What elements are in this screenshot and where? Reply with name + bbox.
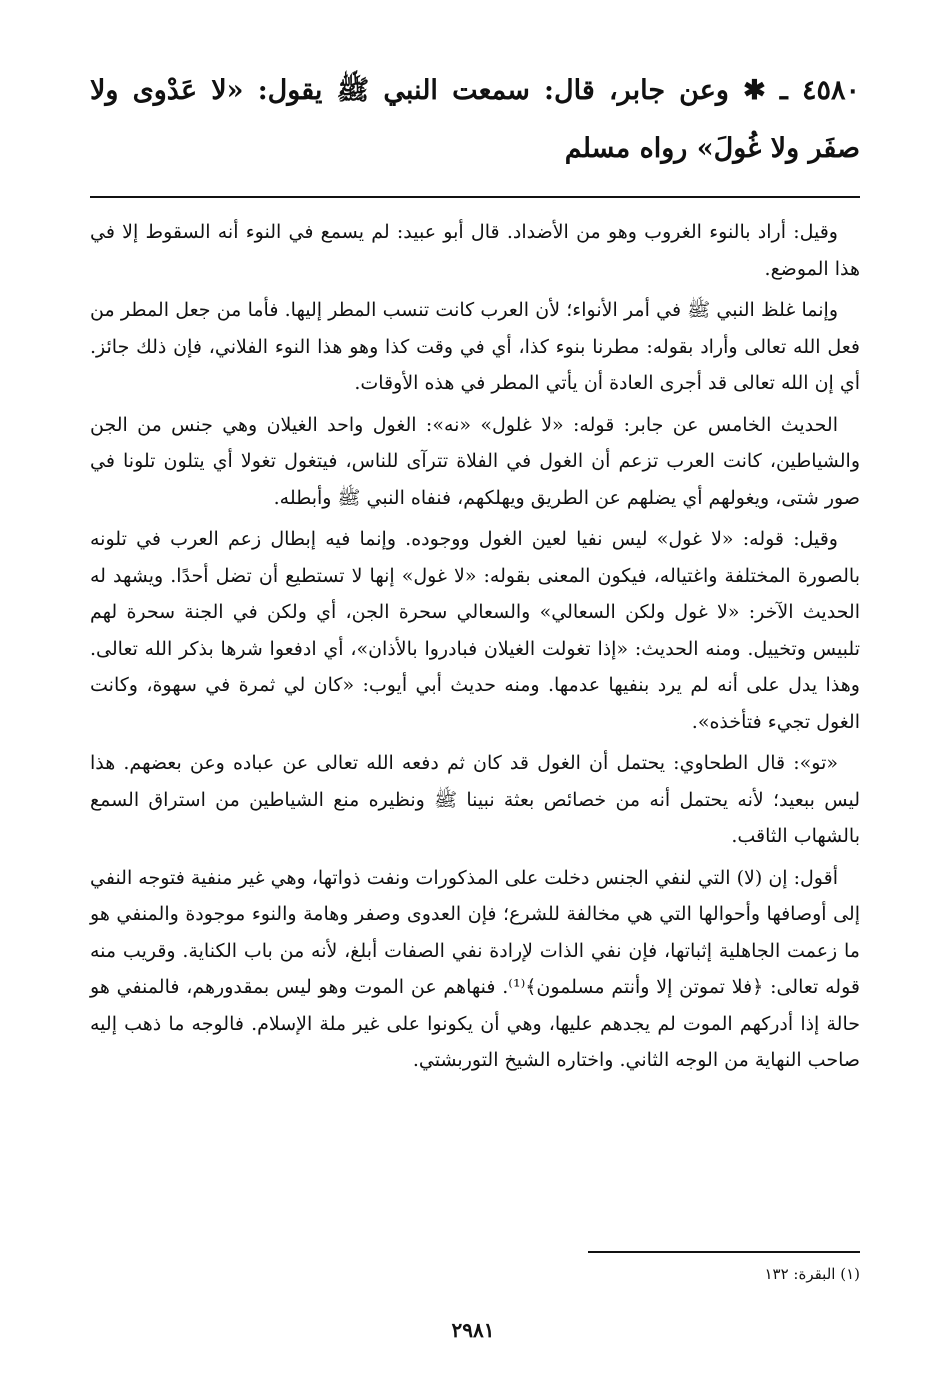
commentary-paragraph: «تو»: قال الطحاوي: يحتمل أن الغول قد كان ثم دفعه الله تعالى عن عباده وعن بعضهم. هذا ليس ببعيد؛ لأنه يحتمل أنه من خصائص بعثة نبينا ﷺ ونظيره منع الشياطين من استراق السمع بالشهاب الثاقب. [90,752,861,847]
commentary-paragraph: وقيل: أراد بالنوء الغروب وهو من الأضداد. قال أبو عبيد: لم يسمع في النوء أنه السقوط إلا في هذا الموضع. [90,221,860,280]
commentary-paragraph: الحديث الخامس عن جابر: قوله: «لا غلول» «نه»: الغول واحد الغيلان وهي جنس من الجن والشياطين، كانت العرب تزعم أن الغول في الفلاة تترآى للناس، فيتغول تغولا أي يتلون تلونا في صور شتى، ويغولهم أي يضلهم عن الطريق ويهلكهم، فنفاه النبي ﷺ وأبطله. [90,413,860,509]
footnote: (١) البقرة: ١٣٢ [764,1265,860,1283]
hadith-text: ٤٥٨٠ ـ ✱ وعن جابر، قال: سمعت النبي ﷺ يقول: «لا عَدْوى ولا صفَر ولا غُولَ» رواه مسلم [90,75,860,164]
footnote-rule [588,1251,860,1253]
commentary-body [90,214,860,1084]
commentary-paragraph: وقيل: قوله: «لا غول» ليس نفيا لعين الغول ووجوده. وإنما فيه إبطال زعم العرب في تلونه بالصورة المختلفة واغتياله، فيكون المعنى بقوله: «لا غول» إنها لا تستطيع أن تضل أحدًا. ويشهد له الحديث الآخر: «لا غول ولكن السعالي» والسعالي سحرة الجن، أي ولكن في الجنة سحرة لهم تلبيس وتخييل. ومنه الحديث: «إذا تغولت الغيلان فبادروا بالأذان»، أي ادفعوا شرها بذكر الله تعالى. وهذا يدل على أنه لم يرد بنفيها عدمها. ومنه حديث أبي أيوب: «كان لي ثمرة في سهوة، وكانت الغول تجيء فتأخذه». [90,528,860,733]
page-number: ٢٩٨١ [451,1318,495,1342]
commentary-paragraph: وإنما غلظ النبي ﷺ في أمر الأنواء؛ لأن العرب كانت تنسب المطر إليها. فأما من جعل المطر من فعل الله تعالى وأراد بقوله: مطرنا بنوء كذا، أي في وقت كذا وهو هذا النوء الفلاني، فإن ذلك جائز. أي إن الله تعالى قد أجرى العادة أن يأتي المطر في هذه الأوقات. [90,299,860,394]
commentary-paragraph: أقول: إن (لا) التي لنفي الجنس دخلت على المذكورات ونفت ذواتها، وهي غير منفية فتوجه النفي إلى أوصافها وأحوالها التي هي مخالفة للشرع؛ فإن العدوى وصفر وهامة والنوء موجودة والمنفي هو ما زعمت الجاهلية إثباتها، فإن نفي الذات لإرادة نفي الصفات أبلغ، لأنه من باب الكناية. وقريب منه قوله تعالى: ﴿فلا تموتن إلا وأنتم مسلمون﴾⁽¹⁾. فنهاهم عن الموت وهو ليس بمقدورهم، فالمنفي هو حالة إذا أدركهم الموت لم يجدهم عليها، وهي أن يكونوا على غير ملة الإسلام. فالوجه ما ذهب إليه صاحب النهاية من الوجه الثاني. واختاره الشيخ التوربشتي. [90,866,860,1071]
separator-rule [90,196,860,198]
